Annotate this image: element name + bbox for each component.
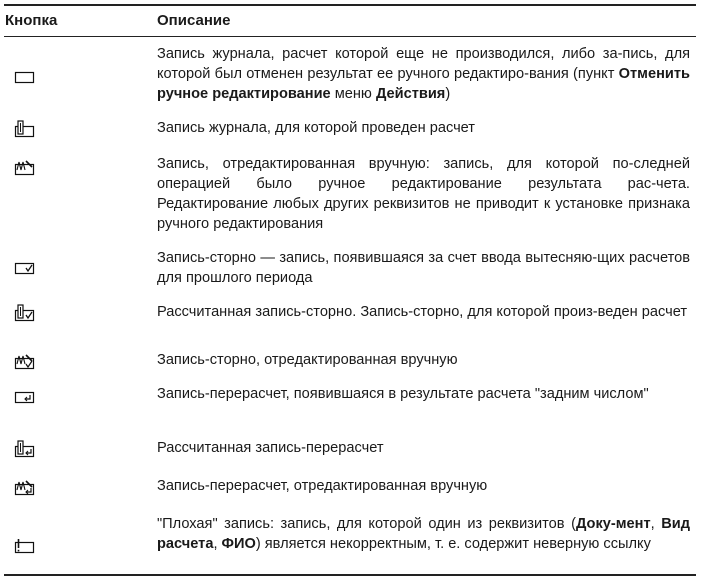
description-text: Запись, отредактированная вручную: запись, для которой по-следней операцией было ручное редактирование результата рас-чета. Редактирование любых других реквизитов не приводит к установке признака ручного редактирования xyxy=(157,156,690,232)
row-description xyxy=(157,302,690,322)
calculated-storno-record-icon xyxy=(13,304,37,322)
storno-record-icon xyxy=(13,260,37,278)
recalculation-record-icon xyxy=(13,389,37,407)
description-text: , xyxy=(213,536,222,552)
table-top-rule xyxy=(4,4,696,6)
row-description xyxy=(157,248,690,288)
header-button-column: Кнопка xyxy=(5,12,58,29)
description-text: Рассчитанная запись-сторно. Запись-сторно, для которой произ-веден расчет xyxy=(157,304,688,320)
row-description xyxy=(157,514,690,554)
description-text: "Плохая" запись: запись, для которой один из реквизитов ( xyxy=(157,516,576,532)
empty-record-icon xyxy=(13,69,37,87)
header-description-column: Описание xyxy=(157,12,231,29)
row-description xyxy=(157,476,690,496)
description-text: Запись журнала, расчет которой еще не производился, либо за-пись, для которой был отменен результат ее ручного редактиро-вания (пункт xyxy=(157,46,690,82)
description-bold-term: Вид расчета xyxy=(157,516,691,552)
description-bold-term: Действия xyxy=(375,86,446,102)
row-description xyxy=(157,350,690,370)
row-description xyxy=(157,154,690,234)
description-text: меню xyxy=(330,86,376,102)
manually-edited-record-icon xyxy=(13,158,37,176)
description-text: Запись-сторно — запись, появившаяся за счет ввода вытесняю-щих расчетов для прошлого периода xyxy=(157,250,690,286)
row-description xyxy=(157,438,690,458)
calculated-record-icon xyxy=(13,120,37,138)
edited-storno-record-icon xyxy=(13,352,37,370)
edited-recalculation-record-icon xyxy=(13,478,37,496)
description-text: Запись-перерасчет, отредактированная вручную xyxy=(157,478,488,494)
description-text: Запись-сторно, отредактированная вручную xyxy=(157,352,458,368)
description-bold-term: Отменить ручное редактирование xyxy=(157,66,690,102)
description-text: , xyxy=(650,516,662,532)
bad-record-icon xyxy=(13,539,37,557)
calculated-recalculation-record-icon xyxy=(13,440,37,458)
description-text: Запись журнала, для которой проведен расчет xyxy=(157,120,475,136)
header-rule xyxy=(4,36,696,37)
description-bold-term: Доку-мент xyxy=(575,516,651,532)
description-text: Рассчитанная запись-перерасчет xyxy=(157,440,384,456)
table-bottom-rule xyxy=(4,574,696,576)
row-description xyxy=(157,44,690,104)
description-text: ) xyxy=(445,86,451,102)
row-description xyxy=(157,384,690,404)
description-text: Запись-перерасчет, появившаяся в результате расчета "задним числом" xyxy=(157,386,649,402)
row-description xyxy=(157,118,690,138)
description-text: ) является некорректным, т. е. содержит неверную ссылку xyxy=(255,536,651,552)
description-bold-term: ФИО xyxy=(221,536,256,552)
